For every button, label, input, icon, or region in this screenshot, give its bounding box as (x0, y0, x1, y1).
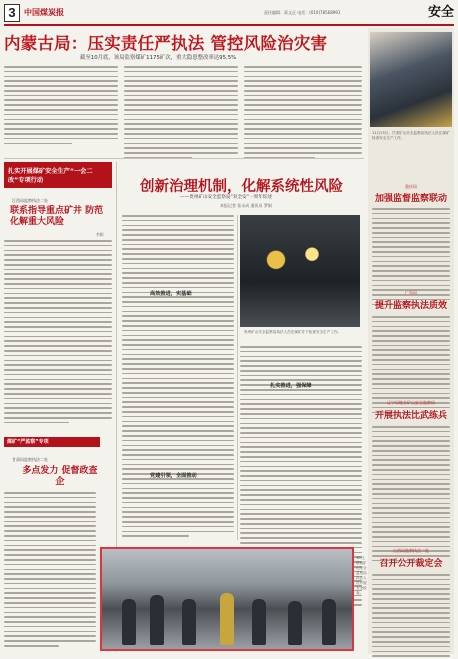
feature-section-head-2: 扎实推进，强保障 (270, 383, 312, 389)
feature-title: 创新治理机制，化解系统性风险 (140, 179, 343, 195)
photo-figure (150, 595, 164, 645)
sidebar-story3-title: 开展执法比武练兵 (374, 411, 447, 421)
feature-section-head-3: 党建引领，全面推动 (150, 473, 197, 479)
photo-figure (288, 601, 302, 645)
feature-subtitle: ——贵州矿山安全监察局“双全安”一周年综述 (180, 195, 273, 200)
sidebar (368, 28, 454, 654)
paper-name: 中国煤炭报 (24, 8, 64, 17)
story1-kicker: 江西局监察执法二处 (12, 198, 48, 203)
highlight-box (4, 162, 112, 188)
sidebar-story2-title: 提升监察执法质效 (374, 301, 447, 311)
highlight-box-text: 扎实开展煤矿安全生产“一会二改”专项行动 (8, 168, 93, 184)
story2-kicker: 甘肃局监察执法二处 (12, 457, 48, 462)
lead-body-col1 (4, 66, 118, 147)
story2-title: 多点发力 促督政查企 (22, 466, 98, 487)
feature-body-col1 (122, 215, 234, 540)
sidebar-story2-kicker: 广东局 (405, 290, 417, 295)
tag-box: 煤矿“严监察”专项 (4, 437, 100, 447)
sidebar-story4-kicker: 山西局监察执法二处 (393, 548, 429, 553)
lead-headline: 内蒙古局：压实责任严执法 管控风险治灾害 (4, 34, 328, 53)
photo-figure (182, 599, 196, 645)
header-meta: 责任编辑：蒋文正 电话：(010)78568991 (264, 10, 341, 15)
page-number: 3 (4, 4, 20, 22)
story2-body (4, 492, 96, 650)
feature-author: 本报记者 张永成 通讯员 罗娟 (220, 203, 272, 208)
section-label: 安全 (427, 5, 454, 20)
lead-body-col3 (244, 66, 362, 162)
photo-figure (322, 599, 336, 645)
bottom-photo-caption: 10月，陕西矿山安全监察局执法人员开展安全检查。 (356, 556, 368, 595)
sidebar-story3-kicker: 辽宁局地方矿山安全监察局 (387, 400, 435, 405)
photo-figure (122, 599, 136, 645)
sidebar-story4-body (372, 574, 450, 659)
sidebar-story4-title: 召开公开裁定会 (379, 559, 443, 569)
feature-section-head-1: 高效推进，实基础 (150, 291, 192, 297)
photo-figure (252, 599, 266, 645)
sidebar-photo-caption: 11月15日，甘肃矿山安全监察局执法人员在煤矿检查安全生产工作。 (372, 131, 450, 140)
bottom-photo (100, 547, 354, 651)
sidebar-photo (370, 32, 452, 127)
story1-title: 联系指导重点矿井 防范化解重大风险 (10, 206, 104, 227)
feature-column-rule (237, 215, 238, 540)
feature-photo-caption: 贵州矿山安全监察局执法人员在煤矿井下检查安全生产工作。 (244, 330, 342, 334)
photo-figure (220, 593, 234, 645)
header-rule (4, 24, 454, 26)
sidebar-story1-kicker: 重庆局 (405, 184, 417, 189)
story1-body (4, 240, 112, 426)
sidebar-story1-title: 加强监督监察联动 (374, 194, 447, 204)
sidebar-story3-body (372, 426, 450, 565)
story1-author: 李颖 (96, 232, 104, 237)
lead-divider (4, 158, 364, 159)
feature-photo (240, 215, 360, 327)
lead-body-col2 (124, 66, 238, 162)
lead-subhead: 截至10月底，该局监察煤矿1175矿次，重大隐患整改率达95.5% (80, 55, 237, 61)
masthead (4, 4, 454, 26)
